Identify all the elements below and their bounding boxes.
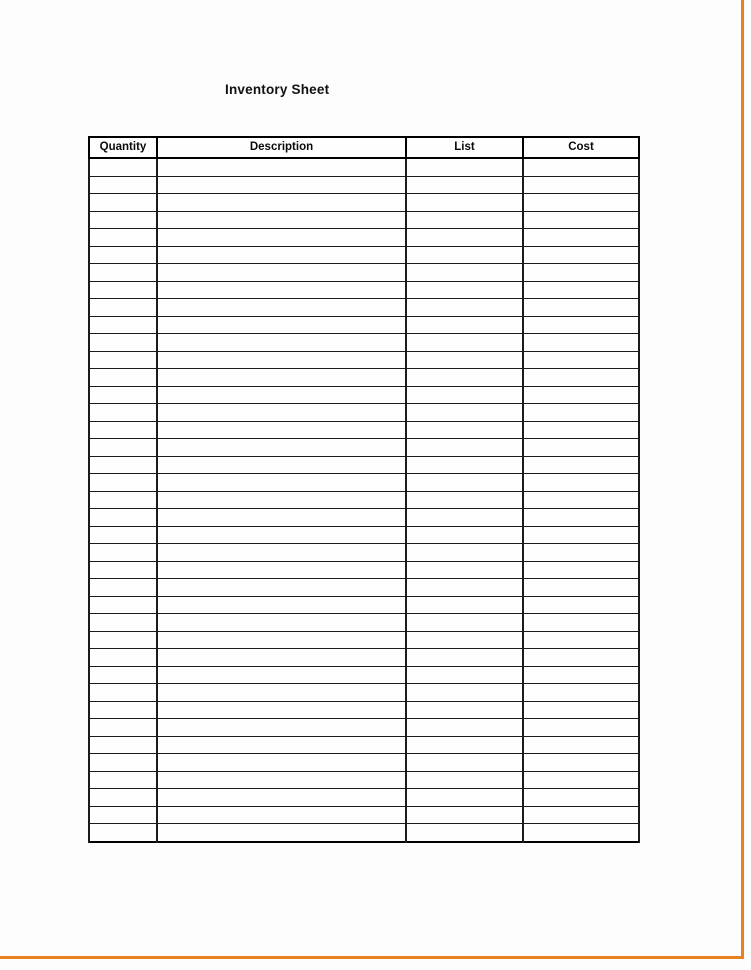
table-cell	[89, 631, 157, 649]
table-row	[89, 614, 639, 632]
table-row	[89, 666, 639, 684]
table-row	[89, 649, 639, 667]
table-cell	[523, 631, 639, 649]
table-row	[89, 631, 639, 649]
table-cell	[406, 579, 523, 597]
table-cell	[406, 281, 523, 299]
table-cell	[157, 316, 406, 334]
table-cell	[406, 754, 523, 772]
table-cell	[406, 684, 523, 702]
table-cell	[157, 158, 406, 176]
table-cell	[523, 789, 639, 807]
table-row	[89, 544, 639, 562]
table-cell	[406, 299, 523, 317]
table-cell	[89, 491, 157, 509]
table-cell	[89, 334, 157, 352]
table-row	[89, 439, 639, 457]
table-cell	[523, 281, 639, 299]
table-cell	[89, 789, 157, 807]
table-row	[89, 596, 639, 614]
table-cell	[89, 474, 157, 492]
table-cell	[157, 684, 406, 702]
table-cell	[406, 421, 523, 439]
table-cell	[406, 509, 523, 527]
table-cell	[157, 421, 406, 439]
table-cell	[157, 631, 406, 649]
table-cell	[157, 649, 406, 667]
table-row	[89, 176, 639, 194]
table-cell	[523, 736, 639, 754]
table-cell	[406, 386, 523, 404]
table-cell	[157, 614, 406, 632]
table-cell	[523, 754, 639, 772]
table-cell	[523, 264, 639, 282]
table-cell	[406, 561, 523, 579]
table-row	[89, 806, 639, 824]
table-cell	[157, 211, 406, 229]
table-cell	[157, 299, 406, 317]
table-cell	[157, 579, 406, 597]
table-row	[89, 736, 639, 754]
table-cell	[523, 806, 639, 824]
table-cell	[523, 334, 639, 352]
table-cell	[523, 351, 639, 369]
table-cell	[157, 754, 406, 772]
table-cell	[157, 596, 406, 614]
table-row	[89, 701, 639, 719]
table-cell	[157, 544, 406, 562]
table-cell	[157, 509, 406, 527]
table-cell	[406, 736, 523, 754]
table-row	[89, 526, 639, 544]
table-cell	[523, 666, 639, 684]
table-row	[89, 456, 639, 474]
table-row	[89, 754, 639, 772]
table-cell	[406, 701, 523, 719]
table-cell	[523, 561, 639, 579]
table-header-row	[89, 137, 639, 158]
header-quantity: Quantity	[89, 137, 157, 158]
orange-frame-right	[741, 0, 744, 959]
table-cell	[523, 194, 639, 212]
table-cell	[89, 754, 157, 772]
table-cell	[157, 229, 406, 247]
table-cell	[89, 439, 157, 457]
table-cell	[89, 456, 157, 474]
table-body	[89, 158, 639, 842]
table-cell	[523, 299, 639, 317]
table-cell	[406, 351, 523, 369]
table-cell	[523, 246, 639, 264]
table-cell	[89, 824, 157, 842]
table-cell	[89, 736, 157, 754]
table-row	[89, 509, 639, 527]
table-row	[89, 386, 639, 404]
table-cell	[157, 264, 406, 282]
table-cell	[89, 771, 157, 789]
table-row	[89, 404, 639, 422]
page-title: Inventory Sheet	[225, 82, 330, 97]
table-cell	[157, 246, 406, 264]
table-row	[89, 579, 639, 597]
table-cell	[523, 158, 639, 176]
table-cell	[89, 229, 157, 247]
table-cell	[89, 649, 157, 667]
table-cell	[157, 369, 406, 387]
table-cell	[89, 299, 157, 317]
table-cell	[406, 596, 523, 614]
table-cell	[523, 229, 639, 247]
table-cell	[406, 194, 523, 212]
table-cell	[406, 789, 523, 807]
table-cell	[523, 649, 639, 667]
table-cell	[406, 666, 523, 684]
table-row	[89, 824, 639, 842]
table-cell	[406, 316, 523, 334]
table-row	[89, 316, 639, 334]
table-cell	[89, 246, 157, 264]
table-row	[89, 299, 639, 317]
table-cell	[406, 719, 523, 737]
table-cell	[89, 544, 157, 562]
table-cell	[89, 719, 157, 737]
table-cell	[89, 176, 157, 194]
table-cell	[406, 771, 523, 789]
table-row	[89, 684, 639, 702]
table-cell	[157, 386, 406, 404]
table-cell	[523, 369, 639, 387]
table-cell	[523, 176, 639, 194]
table-cell	[406, 456, 523, 474]
table-cell	[157, 789, 406, 807]
table-cell	[89, 194, 157, 212]
table-cell	[89, 211, 157, 229]
table-cell	[406, 369, 523, 387]
table-cell	[523, 386, 639, 404]
header-description: Description	[157, 137, 406, 158]
table-cell	[523, 439, 639, 457]
table-cell	[406, 246, 523, 264]
table-cell	[523, 491, 639, 509]
table-cell	[157, 474, 406, 492]
table-cell	[157, 334, 406, 352]
table-cell	[523, 509, 639, 527]
table-cell	[89, 579, 157, 597]
table-cell	[523, 526, 639, 544]
table-row	[89, 421, 639, 439]
table-cell	[157, 491, 406, 509]
table-row	[89, 281, 639, 299]
table-cell	[157, 771, 406, 789]
table-row	[89, 771, 639, 789]
table-row	[89, 158, 639, 176]
table-cell	[89, 369, 157, 387]
table-cell	[406, 649, 523, 667]
table-cell	[89, 386, 157, 404]
table-cell	[157, 719, 406, 737]
table-cell	[157, 176, 406, 194]
header-cost: Cost	[523, 137, 639, 158]
table-row	[89, 264, 639, 282]
table-cell	[406, 404, 523, 422]
table-cell	[406, 158, 523, 176]
table-cell	[89, 316, 157, 334]
table-cell	[523, 544, 639, 562]
table-cell	[523, 404, 639, 422]
table-row	[89, 351, 639, 369]
table-cell	[157, 806, 406, 824]
table-cell	[523, 579, 639, 597]
table-cell	[406, 631, 523, 649]
table-cell	[89, 158, 157, 176]
table-cell	[406, 806, 523, 824]
table-cell	[523, 771, 639, 789]
table-row	[89, 719, 639, 737]
table-cell	[406, 334, 523, 352]
table-cell	[157, 404, 406, 422]
table-cell	[523, 421, 639, 439]
table-row	[89, 474, 639, 492]
table-cell	[89, 806, 157, 824]
table-row	[89, 229, 639, 247]
table-cell	[406, 824, 523, 842]
table-cell	[523, 474, 639, 492]
table-cell	[406, 526, 523, 544]
table-cell	[157, 439, 406, 457]
table-cell	[523, 596, 639, 614]
table-row	[89, 246, 639, 264]
table-cell	[523, 719, 639, 737]
table-cell	[523, 316, 639, 334]
table-cell	[89, 596, 157, 614]
table-cell	[89, 281, 157, 299]
table-row	[89, 334, 639, 352]
table-cell	[406, 264, 523, 282]
table-row	[89, 211, 639, 229]
header-list: List	[406, 137, 523, 158]
table-cell	[157, 194, 406, 212]
table-cell	[89, 684, 157, 702]
table-cell	[523, 456, 639, 474]
table-cell	[89, 264, 157, 282]
orange-frame-bottom	[0, 956, 744, 959]
table-cell	[89, 666, 157, 684]
table-row	[89, 194, 639, 212]
table-cell	[157, 736, 406, 754]
table-cell	[406, 614, 523, 632]
table-cell	[523, 701, 639, 719]
table-row	[89, 491, 639, 509]
table-cell	[157, 351, 406, 369]
table-cell	[406, 229, 523, 247]
table-cell	[157, 561, 406, 579]
table-cell	[406, 439, 523, 457]
table-cell	[89, 561, 157, 579]
table-cell	[89, 701, 157, 719]
table-row	[89, 789, 639, 807]
table-cell	[157, 526, 406, 544]
table-cell	[523, 684, 639, 702]
table-cell	[89, 404, 157, 422]
table-cell	[157, 824, 406, 842]
inventory-table	[88, 136, 640, 843]
table-cell	[89, 351, 157, 369]
table-cell	[89, 526, 157, 544]
table-cell	[89, 509, 157, 527]
table-row	[89, 369, 639, 387]
table-cell	[523, 824, 639, 842]
table-cell	[157, 701, 406, 719]
table-cell	[406, 211, 523, 229]
table-cell	[89, 421, 157, 439]
table-cell	[406, 474, 523, 492]
table-cell	[157, 456, 406, 474]
table-cell	[523, 211, 639, 229]
table-cell	[523, 614, 639, 632]
table-cell	[89, 614, 157, 632]
table-cell	[157, 281, 406, 299]
table-cell	[157, 666, 406, 684]
table-cell	[406, 544, 523, 562]
table-cell	[406, 491, 523, 509]
table-row	[89, 561, 639, 579]
table-cell	[406, 176, 523, 194]
